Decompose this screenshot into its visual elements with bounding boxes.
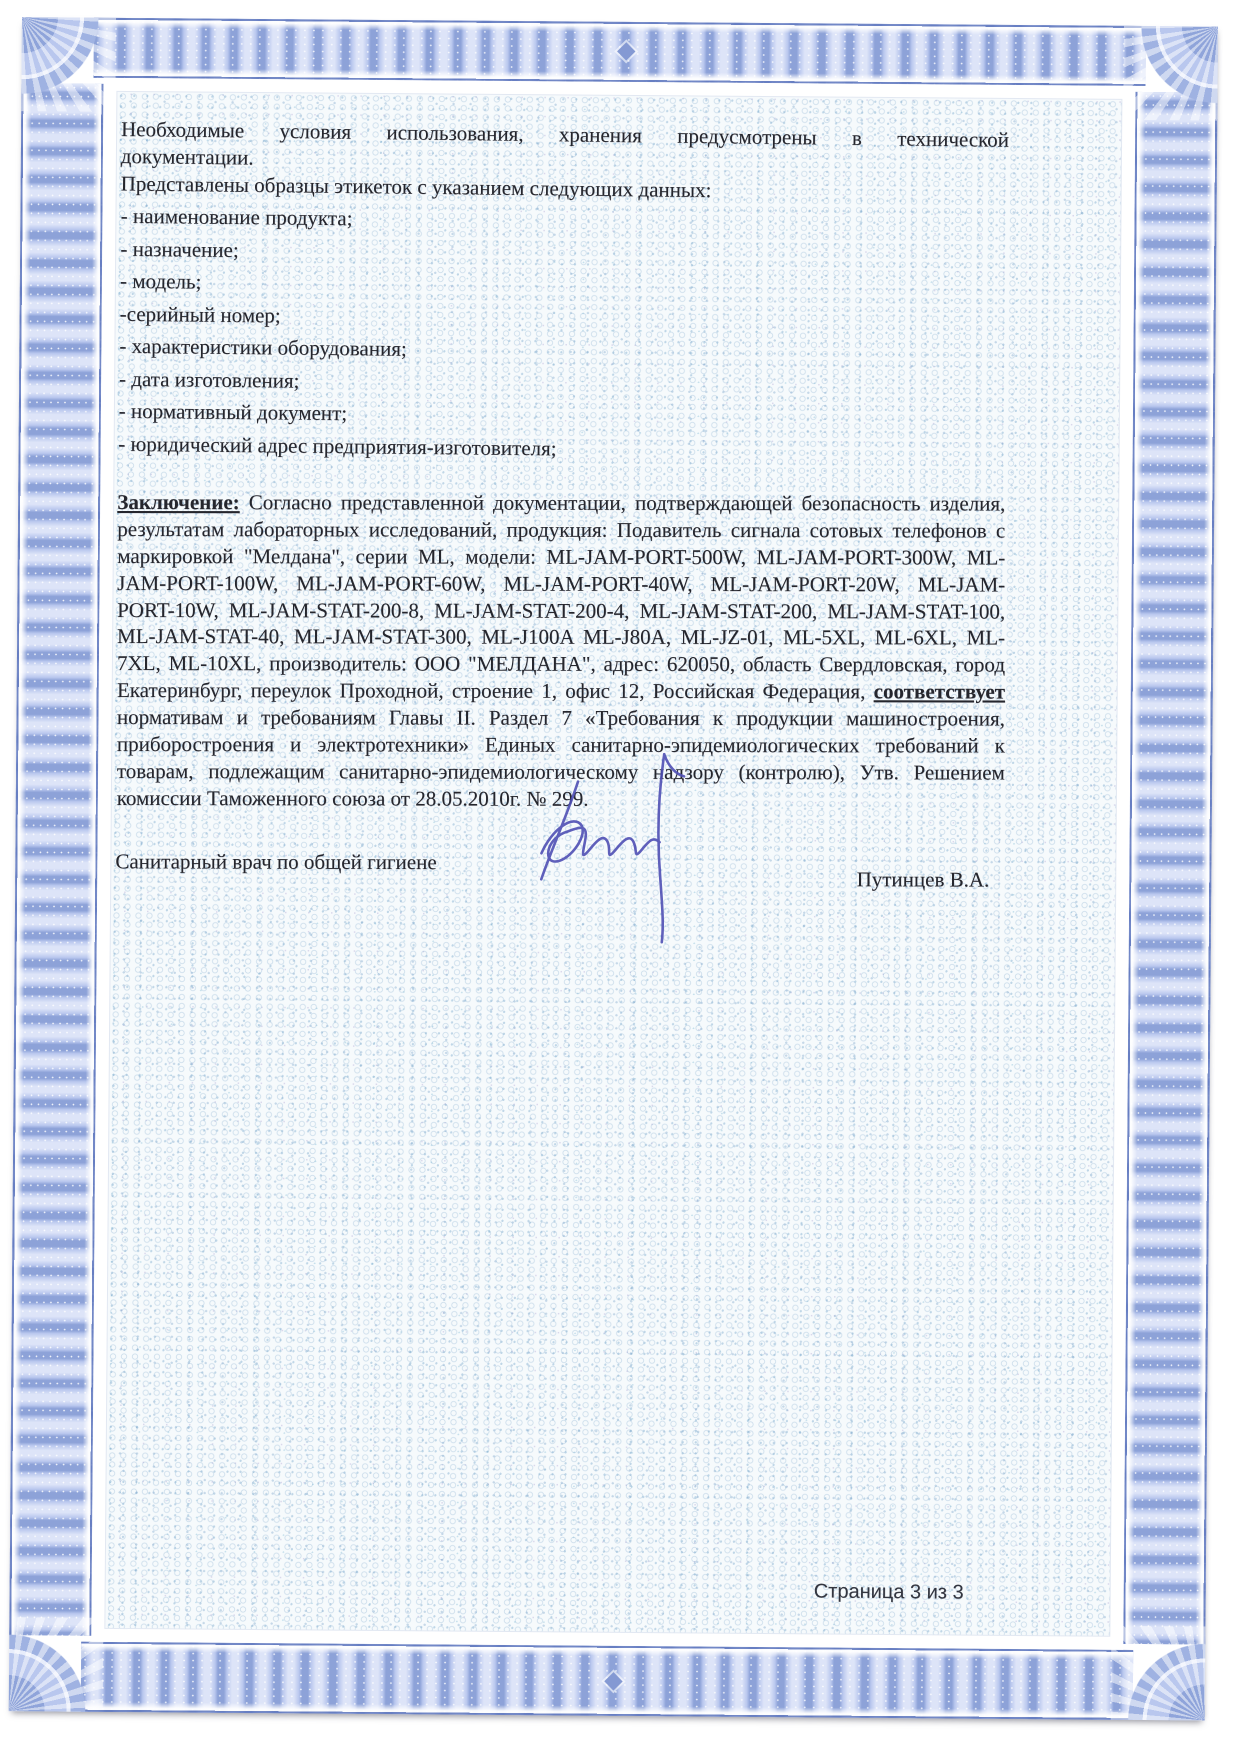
border-corner-ornament [1123,26,1218,121]
border-band-right [1123,92,1217,1645]
border-corner-ornament [9,1617,104,1712]
conclusion-text-before: Согласно представленной документации, подтверждающей безопасность изделия, результатам лабораторных исследований, продукция: Подавитель сигнала сотовых телефонов с маркировкой "Мелдана", серии ML, модели: ML-JAM-PORT-500W, ML-JAM-PORT-300W, ML-JAM-PORT-100W, ML-JAM-PORT-60W, ML-JAM-PORT-40W, ML-JAM-PORT-20W, ML-JAM-PORT-10W, ML-JAM-STAT-200-8, ML-JAM-STAT-200-4, ML-JAM-STAT-200, ML-JAM-STAT-100, ML-JAM-STAT-40, ML-JAM-STAT-300, ML-J100A ML-J80A, ML-JZ-01, ML-5XL, ML-6XL, ML-7XL, ML-10XL, производитель: ООО "МЕЛДАНА", адрес: 620050, область Свердловская, город Екатеринбург, переулок Проходной, строение 1, офис 12, Российская Федерация, [116,490,1006,704]
list-item: - дата изготовления; [118,366,300,393]
list-item: -серийный номер; [119,301,281,327]
border-band-left [9,83,103,1636]
signer-name: Путинцев В.А. [856,866,990,892]
list-item: - юридический адрес предприятия-изготовителя; [118,431,557,460]
labels-intro-line: Представлены образцы этикеток с указанием следующих данных: [120,171,712,202]
list-item: - модель; [119,268,202,294]
signer-role-label: Санитарный врач по общей гигиене [115,848,437,874]
certificate-page [9,17,1218,1720]
border-corner-ornament [21,17,116,112]
list-item: - характеристики оборудования; [119,333,407,361]
conclusion-text-after: нормативам и требованиям Главы II. Раздел 7 «Требования к продукции машиностроения, приборостроения и электротехники» Единых санитарно-эпидемиологических требований к товарам, подлежащим санитарно-эпидемиологическому надзору (контролю), Утв. Решением комиссии Таможенного союза от 28.05.2010г. № 299. [116,704,1005,811]
conclusion-heading: Заключение: [117,489,240,515]
label-data-list [118,199,1009,469]
list-item: - наименование продукта; [120,203,353,230]
list-item: - назначение; [120,235,239,262]
page-indicator: Страница 3 из 3 [813,1580,964,1604]
paper-mat [91,78,1135,1650]
paper-texture [105,92,1121,1636]
conclusion-emphasis: соответствует [873,679,1006,704]
intro-paragraph: Необходимые условия использования, хранения предусмотрены в технической документации. [120,116,1010,170]
handwritten-signature-icon [511,737,708,949]
border-corner-ornament [1111,1626,1206,1721]
list-item: - нормативный документ; [118,398,348,426]
